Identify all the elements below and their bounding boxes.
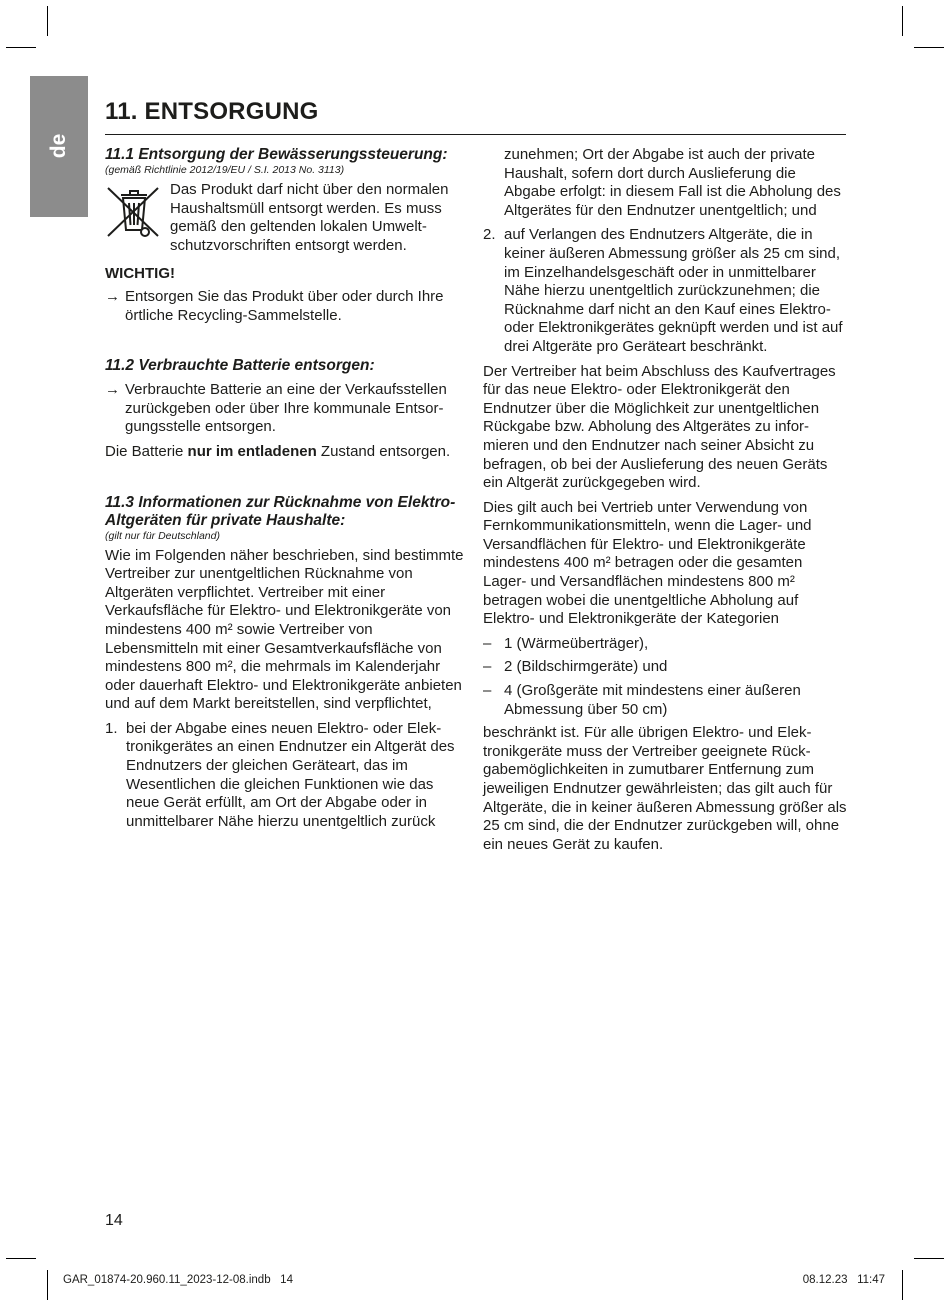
numbered-list [105,720,470,832]
instruction-item [105,288,470,325]
list-number: 2. [483,226,496,244]
dash-list-text: 2 (Bildschirmgeräte) und [504,658,668,676]
list-item [483,226,847,356]
crop-mark [902,6,903,36]
list-item [105,720,470,832]
list-item-text: bei der Abgabe eines neuen Elektro- oder Elektronikgerätes an einen Endnutzer ein Altgerät des Endnutzers der gleichen Geräteart, das im Wesentlichen die gleichen Funktionen wie das neue Gerät erfüllt, am Ort der Abgabe oder in unmittelbarer Nähe hierzu unentgeltlich zurück [126,719,455,830]
section-11-3-intro: Wie im Folgenden näher beschrieben, sind bestimmte Vertreiber zur unentgeltlichen Rücknahme von Altgeräten verpflichtet. Vertreiber mit einer Verkaufsfläche für Elektro- und Elektronikgeräte von mindestens 400 m² sowie Vertreiber von Lebensmitteln mit einer Gesamtverkaufsfläche von mindestens 800 m², die mehrmals im Kalenderjahr oder dauerhaft Elektro- und Elektronikgeräte anbieten und auf dem Markt bereitstellen, sind verpflichtet, [105,546,464,713]
arrow-icon: → [105,381,120,399]
right-column [483,146,847,860]
battery-note-emphasis: nur im entladenen [187,442,317,460]
crop-mark [6,1258,36,1259]
paragraph: Der Vertreiber hat beim Abschluss des Kaufvertrages für das neue Elektro- oder Elektronikgerät den Endnutzer über die Möglichkeit zur unentgeltlichen Rückgabe bzw. Abholung des Altgerätes zu informieren und den Endnutzer nach seiner Absicht zu befragen, ob bei der Auslieferung des neuen Geräts ein Altgerät zurückgegeben wird. [483,362,836,492]
weee-block [105,181,470,255]
crop-mark [47,1270,48,1300]
crop-mark [914,47,944,48]
list-number: 1. [105,719,118,737]
page-title: 11. ENTSORGUNG [105,98,319,125]
instruction-text: Entsorgen Sie das Produkt über oder durch Ihre örtliche Recycling-Sammelstelle. [125,287,444,324]
dash-list-item [483,682,847,719]
list-item-text: auf Verlangen des Endnutzers Altgeräte, die in keiner äußeren Abmessung größer als 25 cm sind, im Einzelhandelsgeschäft oder in unmittelbarer Nähe hierzu unentgeltlich zurückzunehmen; die Rücknahme darf nicht an den Kauf eines Elektro- oder Elektronikgerätes geknüpft werden und ist auf drei Altgeräte pro Geräteart beschränkt. [504,226,843,355]
section-11-3-subtitle: (gilt nur für Deutschland) [105,529,220,542]
dash-list-item [483,635,847,654]
section-11-2-heading: 11.2 Verbrauchte Batterie entsorgen: [105,357,375,375]
battery-note [105,443,470,462]
dash-mark: – [483,634,492,652]
instruction-text: Verbrauchte Batterie an eine der Verkaufsstellen zurückgeben oder über Ihre kommunale Entsorgungsstelle entsorgen. [125,381,447,436]
section-11-1-heading: 11.1 Entsorgung der Bewässerungssteuerung: [105,146,448,163]
dash-list-text: 4 (Großgeräte mit mindestens einer äußeren Abmessung über 50 cm) [504,682,801,718]
language-tab [30,76,88,217]
dash-mark: – [483,658,492,676]
title-divider [105,134,846,135]
dash-list-text: 1 (Wärmeüberträger), [504,634,649,652]
page-number: 14 [105,1212,123,1229]
important-label: WICHTIG! [105,265,175,283]
crop-mark [6,47,36,48]
crop-mark [47,6,48,36]
instruction-item [105,381,470,437]
footer-file-info: GAR_01874-20.960.11_2023-12-08.indb 14 [63,1274,293,1286]
crop-mark [902,1270,903,1300]
arrow-icon: → [105,287,120,305]
crossed-out-wheelie-bin-icon [105,183,163,241]
left-column [105,146,470,837]
dash-mark: – [483,682,492,700]
battery-note-text: Zustand entsorgen. [316,442,451,460]
footer-datetime: 08.12.23 11:47 [802,1274,885,1286]
numbered-list [483,226,847,356]
crop-mark [914,1258,944,1259]
list-item-continuation: zunehmen; Ort der Abgabe ist auch der private Haushalt, sofern dort durch Auslieferung die Abgabe erfolgt: in diesem Fall ist die Abholung des Altgerätes für den Endnutzer unentgeltlich; und [504,146,841,219]
dash-list-item [483,658,847,677]
weee-disposal-text: Das Produkt darf nicht über den normalen Haushaltsmüll entsorgt werden. Es muss gemäß den geltenden lokalen Umweltschutzvorschriften entsorgt werden. [170,181,449,254]
section-11-3-heading: 11.3 Informationen zur Rücknahme von Elektro-Altgeräten für private Haushalte: [105,493,456,529]
paragraph: beschränkt ist. Für alle übrigen Elektro- und Elektronikgeräte muss der Vertreiber geeignete Rückgabemöglichkeiten in zumutbarer Entfernung zum jeweiligen Endnutzer gewährleisten; das gilt auch für Altgeräte, die in keiner äußeren Abmessung größer als 25 cm sind, die der Endnutzer zurückgeben will, ohne ein neues Gerät zu kaufen. [483,724,847,853]
language-tab-label: de [47,133,70,159]
battery-note-text: Die Batterie [105,442,188,460]
paragraph: Dies gilt auch bei Vertrieb unter Verwendung von Fernkommunikationsmitteln, wenn die Lager- und Versandflächen für Elektro- und Elektronikgeräte mindestens 400 m² betragen oder die gesamten Lager- und Versandflächen mindestens 800 m² betragen wobei die unentgeltliche Abholung auf Elektro- und Elektronikgeräte der Kategorien [483,498,812,628]
section-11-1-subtitle: (gemäß Richtlinie 2012/19/EU / S.I. 2013 No. 3113) [105,164,345,176]
